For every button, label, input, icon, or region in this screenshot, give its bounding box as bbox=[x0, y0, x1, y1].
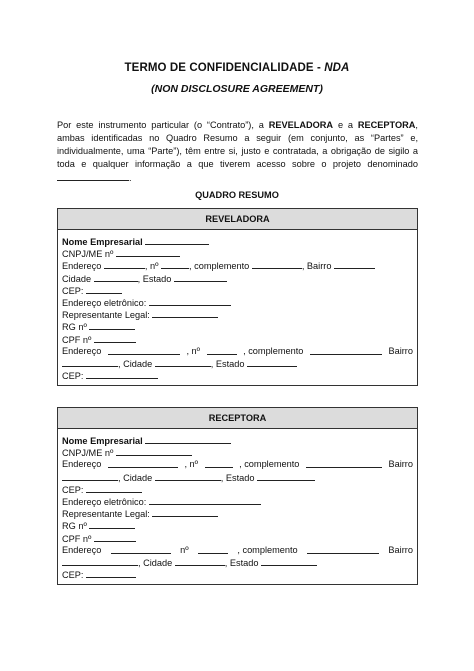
receptora-estado2-blank[interactable] bbox=[261, 556, 317, 566]
receptora-cidade-blank[interactable] bbox=[155, 471, 221, 481]
reveladora-cnpj-blank[interactable] bbox=[116, 247, 180, 257]
reveladora-cnpj-line: CNPJ/ME nº bbox=[62, 247, 413, 259]
receptora-rg-blank[interactable] bbox=[89, 519, 135, 529]
reveladora-estado-blank[interactable] bbox=[174, 272, 227, 282]
receptora-bairro-blank[interactable] bbox=[62, 471, 118, 481]
reveladora-cidade-blank[interactable] bbox=[94, 272, 138, 282]
receptora-cnpj-blank[interactable] bbox=[116, 446, 192, 456]
reveladora-numero-blank[interactable] bbox=[161, 259, 189, 269]
reveladora-rg-line: RG nº bbox=[62, 320, 413, 332]
receptora-complemento2-blank[interactable] bbox=[307, 544, 379, 554]
receptora-complemento-blank[interactable] bbox=[306, 458, 382, 468]
reveladora-representante-line: Representante Legal: bbox=[62, 308, 413, 320]
reveladora-email-line: Endereço eletrônico: bbox=[62, 296, 413, 308]
receptora-cpf-blank[interactable] bbox=[94, 532, 136, 542]
receptora-bairro2-blank[interactable] bbox=[62, 556, 138, 566]
reveladora-cep-line: CEP: bbox=[62, 284, 413, 296]
receptora-numero2-blank[interactable] bbox=[198, 544, 228, 554]
reveladora-endereco-blank[interactable] bbox=[104, 259, 145, 269]
reveladora-complemento2-blank[interactable] bbox=[310, 345, 382, 355]
receptora-cep-blank[interactable] bbox=[86, 483, 142, 493]
reveladora-cidade2-line: , Cidade , Estado bbox=[62, 357, 413, 369]
receptora-representante-line: Representante Legal: bbox=[62, 507, 413, 519]
receptora-cep2-blank[interactable] bbox=[86, 568, 136, 578]
project-name-blank[interactable] bbox=[57, 171, 129, 181]
receptora-header: RECEPTORA bbox=[58, 408, 417, 429]
reveladora-numero2-blank[interactable] bbox=[207, 345, 237, 355]
receptora-numero-blank[interactable] bbox=[205, 458, 233, 468]
receptora-cpf-line: CPF nº bbox=[62, 532, 413, 544]
reveladora-cep2-line: CEP: bbox=[62, 369, 413, 381]
receptora-cnpj-line: CNPJ/ME nº bbox=[62, 446, 413, 458]
receptora-email-blank[interactable] bbox=[149, 495, 261, 505]
reveladora-bairro2-blank[interactable] bbox=[62, 357, 118, 367]
receptora-cidade2-line: , Cidade , Estado bbox=[62, 556, 413, 568]
receptora-endereco-blank[interactable] bbox=[108, 458, 178, 468]
reveladora-cidade-line: Cidade , Estado bbox=[62, 272, 413, 284]
receptora-nome-blank[interactable] bbox=[145, 434, 231, 444]
reveladora-complemento-blank[interactable] bbox=[252, 259, 302, 269]
reveladora-cep-blank[interactable] bbox=[86, 284, 122, 294]
receptora-cep-line: CEP: bbox=[62, 483, 413, 495]
summary-heading: QUADRO RESUMO bbox=[195, 190, 279, 200]
receptora-cidade2-blank[interactable] bbox=[175, 556, 225, 566]
receptora-endereco2-blank[interactable] bbox=[111, 544, 171, 554]
reveladora-email-blank[interactable] bbox=[149, 296, 231, 306]
reveladora-nome-line: Nome Empresarial bbox=[62, 235, 413, 247]
reveladora-header: REVELADORA bbox=[58, 209, 417, 230]
reveladora-rg-blank[interactable] bbox=[89, 320, 135, 330]
document-title: TERMO DE CONFIDENCIALIDADE - NDA bbox=[124, 62, 350, 74]
receptora-box bbox=[57, 407, 418, 585]
receptora-representante-blank[interactable] bbox=[152, 507, 218, 517]
intro-paragraph: Por este instrumento particular (o “Contrato”), a REVELADORA e a RECEPTORA, ambas identificadas no Quadro Resumo a seguir (em conjunto, as “Partes” e, individualmente, uma “Parte”), têm entre si, justo e contratada, a obrigação de sigilo a toda e qualquer informação a que tiverem acesso sobre o projeto denominado . bbox=[57, 120, 418, 183]
reveladora-nome-blank[interactable] bbox=[145, 235, 209, 245]
receptora-endereco2-line: Endereço nº , complemento Bairro bbox=[62, 544, 413, 555]
receptora-cep2-line: CEP: bbox=[62, 568, 413, 580]
receptora-cidade-line: , Cidade , Estado bbox=[62, 471, 413, 483]
receptora-estado-blank[interactable] bbox=[257, 471, 315, 481]
reveladora-box bbox=[57, 208, 418, 386]
receptora-email-line: Endereço eletrônico: bbox=[62, 495, 413, 507]
reveladora-cpf-blank[interactable] bbox=[94, 333, 136, 343]
reveladora-endereco2-blank[interactable] bbox=[108, 345, 180, 355]
title-emphasis: NDA bbox=[324, 62, 350, 74]
reveladora-estado2-blank[interactable] bbox=[247, 357, 297, 367]
reveladora-cep2-blank[interactable] bbox=[86, 369, 158, 379]
document-subtitle: (NON DISCLOSURE AGREEMENT) bbox=[151, 83, 323, 95]
reveladora-endereco2-line: Endereço , nº , complemento Bairro bbox=[62, 345, 413, 356]
reveladora-representante-blank[interactable] bbox=[152, 308, 218, 318]
reveladora-cpf-line: CPF nº bbox=[62, 333, 413, 345]
receptora-rg-line: RG nº bbox=[62, 519, 413, 531]
receptora-endereco-line: Endereço , nº , complemento Bairro bbox=[62, 459, 413, 470]
receptora-nome-line: Nome Empresarial bbox=[62, 434, 413, 446]
reveladora-bairro-blank[interactable] bbox=[334, 259, 375, 269]
reveladora-cidade2-blank[interactable] bbox=[155, 357, 211, 367]
reveladora-endereco-line: Endereço , nº , complemento , Bairro bbox=[62, 259, 413, 271]
